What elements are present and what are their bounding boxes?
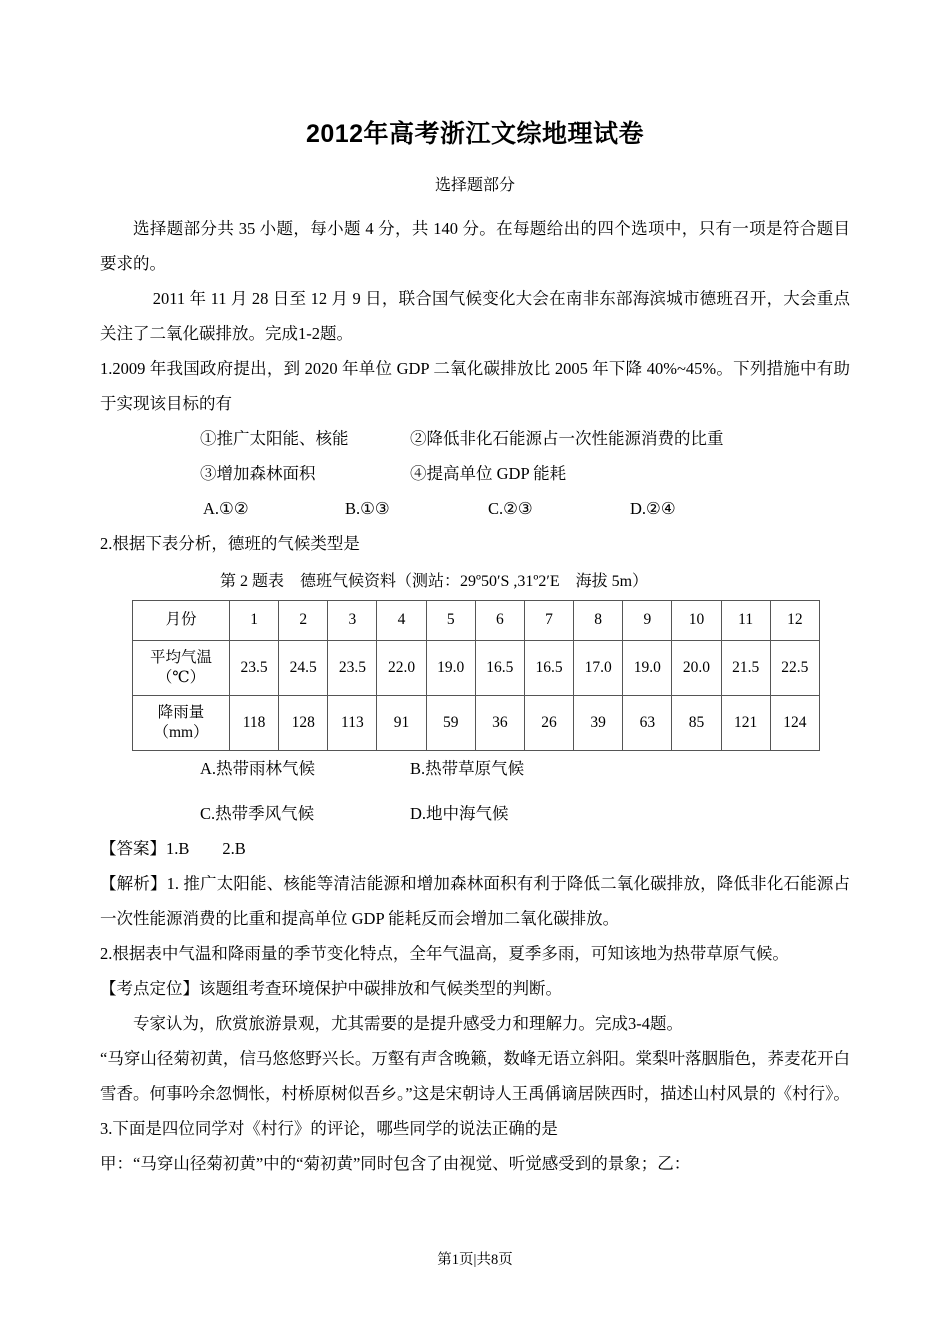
page-footer: 第1页|共8页 bbox=[437, 1252, 513, 1268]
question1-item-3: ③增加森林面积 bbox=[200, 463, 316, 483]
table-cell-month: 9 bbox=[623, 600, 672, 640]
table-cell-temp: 24.5 bbox=[279, 640, 328, 695]
table-row-rainfall bbox=[133, 695, 820, 750]
table-rowlabel-temperature bbox=[133, 640, 230, 695]
table-cell-rain: 63 bbox=[623, 695, 672, 750]
table-cell-rain: 39 bbox=[574, 695, 623, 750]
question1-choice-b[interactable]: B.①③ bbox=[345, 498, 390, 518]
rowlabel-line-1: 平均气温 bbox=[149, 648, 212, 666]
table-cell-temp: 16.5 bbox=[524, 640, 573, 695]
table-rowlabel-rainfall bbox=[133, 695, 230, 750]
table-cell-month: 10 bbox=[672, 600, 721, 640]
question1-item-4: ④提高单位 GDP 能耗 bbox=[410, 463, 567, 483]
table-cell-temp: 23.5 bbox=[230, 640, 279, 695]
table-cell-temp: 21.5 bbox=[721, 640, 770, 695]
table-cell-temp: 22.0 bbox=[377, 640, 426, 695]
table-cell-rain: 113 bbox=[328, 695, 377, 750]
table-cell-rain: 85 bbox=[672, 695, 721, 750]
passage2-intro: 专家认为，欣赏旅游景观，尤其需要的是提升感受力和理解力。完成3-4题。 bbox=[133, 1013, 683, 1033]
answer-line: 【答案】1.B 2.B bbox=[100, 838, 246, 858]
section-label: 选择题部分 bbox=[434, 176, 515, 194]
table-cell-temp: 17.0 bbox=[574, 640, 623, 695]
table-cell-rain: 26 bbox=[524, 695, 573, 750]
question2-choice-b[interactable]: B.热带草原气候 bbox=[410, 758, 525, 778]
table-cell-temp: 16.5 bbox=[475, 640, 524, 695]
page-title: 2012年高考浙江文综地理试卷 bbox=[305, 120, 645, 148]
table-cell-month: 4 bbox=[377, 600, 426, 640]
question1-items-row-1 bbox=[100, 421, 850, 456]
question1-choice-d[interactable]: D.②④ bbox=[630, 498, 676, 518]
table-cell-month: 8 bbox=[574, 600, 623, 640]
question1-stem: 1.2009 年我国政府提出，到 2020 年单位 GDP 二氧化碳排放比 2005 年下降 40%~45%。下列措施中有助于实现该目标的有 bbox=[100, 358, 850, 413]
question1-choices-row bbox=[100, 491, 850, 526]
question2-choices-row-1 bbox=[100, 751, 850, 796]
table-cell-temp: 20.0 bbox=[672, 640, 721, 695]
table-cell-month: 3 bbox=[328, 600, 377, 640]
table-cell-temp: 19.0 bbox=[623, 640, 672, 695]
climate-data-table bbox=[132, 600, 820, 751]
rowlabel-line-1: 降雨量 bbox=[157, 703, 205, 721]
climate-table-caption: 第 2 题表 德班气候资料（测站：29º50′S ,31º2′E 海拔 5m） bbox=[220, 572, 649, 590]
question2-choice-c[interactable]: C.热带季风气候 bbox=[200, 803, 315, 823]
question1-choice-a[interactable]: A.①② bbox=[203, 498, 249, 518]
passage2-poem: “马穿山径菊初黄，信马悠悠野兴长。万壑有声含晚籁，数峰无语立斜阳。棠梨叶落胭脂色，荞麦花开白雪香。何事吟余忽惆怅，村桥原树似吾乡。”这是宋朝诗人王禹偁谪居陕西时，描述山村风景的《村行》。 bbox=[100, 1048, 850, 1103]
table-cell-rain: 128 bbox=[279, 695, 328, 750]
table-cell-month: 1 bbox=[230, 600, 279, 640]
passage1-intro: 2011 年 11 月 28 日至 12 月 9 日，联合国气候变化大会在南非东部海滨城市德班召开，大会重点关注了二氧化碳排放。完成1-2题。 bbox=[100, 288, 850, 343]
analysis-line-2: 2.根据表中气温和降雨量的季节变化特点，全年气温高，夏季多雨，可知该地为热带草原气候。 bbox=[100, 943, 789, 963]
table-cell-month: 2 bbox=[279, 600, 328, 640]
analysis-line-1: 【解析】1. 推广太阳能、核能等清洁能源和增加森林面积有利于降低二氧化碳排放，降低非化石能源占一次性能源消费的比重和提高单位 GDP 能耗反而会增加二氧化碳排放。 bbox=[100, 873, 850, 928]
question2-choice-a[interactable]: A.热带雨林气候 bbox=[200, 758, 316, 778]
table-cell-rain: 59 bbox=[426, 695, 475, 750]
table-cell-rain: 124 bbox=[770, 695, 819, 750]
question2-stem: 2.根据下表分析，德班的气候类型是 bbox=[100, 533, 360, 553]
question1-item-2: ②降低非化石能源占一次性能源消费的比重 bbox=[410, 428, 724, 448]
question1-choice-c[interactable]: C.②③ bbox=[488, 498, 533, 518]
table-cell-rain: 121 bbox=[721, 695, 770, 750]
table-cell-month: 6 bbox=[475, 600, 524, 640]
table-cell-month: 11 bbox=[721, 600, 770, 640]
table-cell-month: 7 bbox=[524, 600, 573, 640]
question1-item-1: ①推广太阳能、核能 bbox=[200, 428, 349, 448]
table-cell-rain: 118 bbox=[230, 695, 279, 750]
table-cell-temp: 22.5 bbox=[770, 640, 819, 695]
question2-choices-row-2 bbox=[100, 796, 850, 831]
instructions-paragraph: 选择题部分共 35 小题，每小题 4 分，共 140 分。在每题给出的四个选项中，只有一项是符合题目要求的。 bbox=[100, 218, 850, 273]
table-cell-temp: 19.0 bbox=[426, 640, 475, 695]
table-cell-rain: 91 bbox=[377, 695, 426, 750]
table-cell-month: 5 bbox=[426, 600, 475, 640]
table-row-temperature bbox=[133, 640, 820, 695]
question2-choice-d[interactable]: D.地中海气候 bbox=[410, 803, 509, 823]
question1-items-row-2 bbox=[100, 456, 850, 491]
question3-line-1: 甲：“马穿山径菊初黄”中的“菊初黄”同时包含了由视觉、听觉感受到的景象；乙： bbox=[100, 1153, 691, 1173]
table-row-header bbox=[133, 600, 820, 640]
table-cell-month: 12 bbox=[770, 600, 819, 640]
rowlabel-line-2: （mm） bbox=[153, 723, 209, 741]
kaodian-line: 【考点定位】该题组考查环境保护中碳排放和气候类型的判断。 bbox=[100, 978, 562, 998]
table-cell-temp: 23.5 bbox=[328, 640, 377, 695]
question3-stem: 3.下面是四位同学对《村行》的评论，哪些同学的说法正确的是 bbox=[100, 1118, 558, 1138]
table-cell-rain: 36 bbox=[475, 695, 524, 750]
rowlabel-line-2: （℃） bbox=[156, 668, 206, 686]
table-header-month: 月份 bbox=[133, 600, 230, 640]
